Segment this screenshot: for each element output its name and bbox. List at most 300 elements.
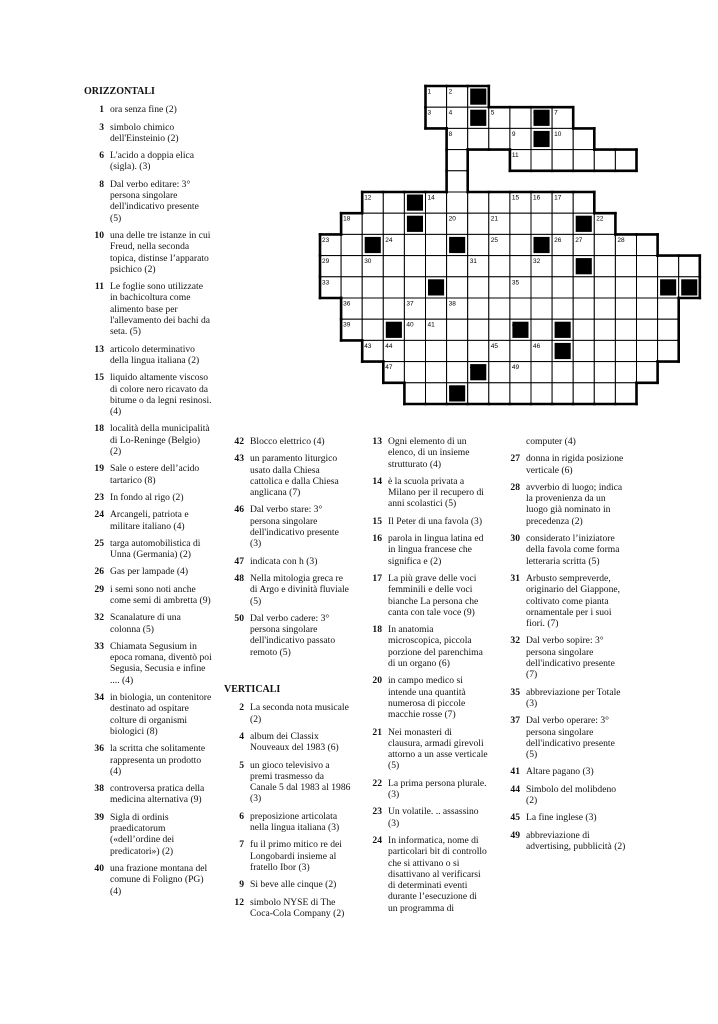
clue-item (500, 436, 626, 447)
clue-text: computer (4) (526, 436, 576, 447)
black-square (534, 237, 550, 253)
cell-number: 41 (427, 321, 435, 329)
cell-number: 21 (490, 215, 499, 223)
cell-number: 45 (490, 342, 499, 350)
grid-cell[interactable] (552, 150, 573, 171)
black-square (386, 322, 402, 338)
clue-item (84, 122, 212, 145)
grid-cell[interactable] (426, 383, 447, 404)
clue-item (500, 482, 626, 527)
grid-cell[interactable] (447, 192, 468, 213)
clue-item (500, 784, 626, 807)
clue-number: 29 (94, 583, 104, 595)
grid-cell[interactable] (447, 171, 468, 192)
grid-cell[interactable] (637, 277, 658, 298)
grid-cell[interactable] (615, 150, 636, 171)
clue-number: 42 (234, 436, 244, 447)
clue-item (84, 423, 212, 457)
clue-text: Ogni elemento di un elenco, di un insieme strutturato (4) (388, 436, 470, 470)
clue-number: 32 (94, 612, 104, 624)
clue-number: 5 (239, 759, 244, 771)
grid-cell[interactable] (489, 362, 510, 383)
grid-cell[interactable] (468, 319, 489, 340)
grid-cell[interactable] (658, 298, 679, 319)
grid-cell[interactable] (573, 128, 594, 149)
cell-number: 8 (448, 130, 453, 138)
clue-text: fu il primo mitico re dei Longobardi insieme al fratello Ibor (3) (250, 839, 342, 873)
clue-text: L'acido a doppia elica (sigla). (3) (110, 150, 195, 173)
grid-cell[interactable] (573, 362, 594, 383)
clue-number: 3 (99, 121, 104, 133)
clue-text: Dal verbo stare: 3° persona singolare dell'indicativo presente (3) (250, 504, 339, 550)
clue-text: è la scuola privata a Milano per il recupero di anni scolastici (5) (388, 475, 484, 510)
grid-cell[interactable] (552, 362, 573, 383)
grid-cell[interactable] (404, 340, 425, 361)
grid-cell[interactable] (447, 150, 468, 171)
down-clue-list-4 (500, 436, 626, 852)
across-clue-list-2 (224, 436, 352, 658)
grid-cell[interactable] (341, 277, 362, 298)
clue-text: Dal verbo cadere: 3° persona singolare dell'indicativo passato remoto (5) (250, 612, 336, 658)
clue-item (362, 533, 488, 567)
clue-item (362, 835, 488, 914)
clue-text: articolo determinativo della lingua italiana (2) (110, 343, 200, 366)
black-square (534, 131, 550, 147)
grid-cell[interactable] (615, 362, 636, 383)
cell-number: 32 (533, 258, 541, 266)
clue-number: 18 (372, 624, 382, 636)
clue-number: 31 (510, 572, 520, 584)
clue-item (84, 641, 212, 686)
clue-number: 14 (372, 475, 382, 487)
clue-number: 37 (510, 715, 520, 727)
clue-item (224, 897, 352, 920)
clue-item (224, 573, 352, 607)
grid-cell[interactable] (510, 298, 531, 319)
clue-number: 13 (372, 436, 382, 447)
clue-number: 4 (239, 730, 244, 742)
clue-text: Dal verbo sopire: 3° persona singolare dell'indicativo presente (7) (526, 635, 615, 681)
black-square (576, 258, 592, 274)
cell-number: 11 (511, 152, 519, 160)
clue-text: Sale o estere dell’acido tartarico (8) (110, 463, 200, 486)
grid-cell[interactable] (531, 362, 552, 383)
cell-number: 17 (554, 194, 562, 202)
grid-cell[interactable] (404, 234, 425, 255)
grid-cell[interactable] (531, 277, 552, 298)
grid-cell[interactable] (658, 256, 679, 277)
clue-item (500, 573, 626, 629)
clue-text: liquido altamente viscoso di colore nero ricavato da bitume o da legni resinosi. (4) (110, 372, 212, 418)
clue-number: 39 (94, 811, 104, 823)
grid-cell[interactable] (447, 362, 468, 383)
clue-text: Arcangeli, patriota e militare italiano (4) (110, 509, 189, 532)
grid-cell[interactable] (426, 362, 447, 383)
grid-cell[interactable] (552, 383, 573, 404)
clue-number: 48 (234, 572, 244, 584)
cell-number: 2 (448, 88, 453, 96)
clue-number (500, 436, 526, 447)
cell-number: 7 (554, 109, 558, 117)
grid-cell[interactable] (383, 298, 404, 319)
cell-number: 26 (554, 236, 562, 244)
grid-cell[interactable] (573, 298, 594, 319)
grid-cell[interactable] (637, 298, 658, 319)
grid-cell[interactable] (383, 256, 404, 277)
cell-number: 33 (322, 279, 330, 287)
down-clue-list-2 (224, 702, 352, 919)
grid-cell[interactable] (510, 234, 531, 255)
grid-cell[interactable] (468, 383, 489, 404)
clue-number: 24 (372, 834, 382, 846)
grid-cell[interactable] (383, 192, 404, 213)
grid-cell[interactable] (510, 213, 531, 234)
clue-number: 23 (372, 806, 382, 818)
grid-cell[interactable] (426, 298, 447, 319)
grid-cell[interactable] (447, 256, 468, 277)
clue-number: 21 (372, 726, 382, 738)
grid-cell[interactable] (489, 277, 510, 298)
cell-number: 10 (554, 130, 562, 138)
clue-number: 46 (234, 504, 244, 516)
grid-cell[interactable] (447, 319, 468, 340)
cell-number: 12 (364, 194, 372, 202)
cell-number: 35 (511, 279, 520, 287)
grid-cell[interactable] (552, 277, 573, 298)
grid-cell[interactable] (594, 150, 615, 171)
grid-cell[interactable] (468, 213, 489, 234)
clue-item (362, 727, 488, 772)
clue-text: in biologia, un contenitore destinato ad ospitare colture di organismi biologici (8) (110, 692, 212, 737)
grid-cell[interactable] (594, 383, 615, 404)
grid-cell[interactable] (594, 319, 615, 340)
clue-number: 19 (94, 463, 104, 475)
clue-number: 8 (99, 178, 104, 190)
grid-cell[interactable] (531, 383, 552, 404)
black-square (470, 89, 486, 105)
grid-cell[interactable] (489, 128, 510, 149)
clue-text: un paramento liturgico usato dalla Chiesa cattolica e dalla Chiesa anglicana (7) (250, 453, 339, 499)
clue-item (362, 778, 488, 801)
cell-number: 50 (448, 385, 456, 393)
grid-cell[interactable] (594, 340, 615, 361)
clue-number: 24 (94, 509, 104, 521)
clue-item (362, 806, 488, 829)
grid-cell[interactable] (615, 298, 636, 319)
black-square (365, 237, 381, 253)
grid-cell[interactable] (637, 256, 658, 277)
clue-text: Le foglie sono utilizzate in bachicoltura come alimento base per l'allevamento dei bachi da seta. (5) (110, 281, 211, 338)
grid-cell[interactable] (615, 277, 636, 298)
cell-number: 42 (511, 321, 520, 329)
grid-cell[interactable] (679, 256, 700, 277)
clue-text: la scritta che solitamente rappresenta un prodotto (4) (110, 743, 206, 777)
clue-item (224, 436, 352, 447)
grid-cell[interactable] (404, 362, 425, 383)
clue-number: 33 (94, 640, 104, 652)
grid-cell[interactable] (573, 277, 594, 298)
clue-text: La più grave delle voci femminili e delle voci bianche La persona che canta con tale voce (9) (388, 572, 479, 618)
grid-cell[interactable] (489, 192, 510, 213)
clue-text: Nei monasteri di clausura, armadi girevoli attorno a un asse verticale (5) (388, 726, 488, 772)
grid-cell[interactable] (637, 340, 658, 361)
clue-number: 43 (234, 453, 244, 465)
grid-cell[interactable] (531, 213, 552, 234)
clue-number: 49 (510, 829, 520, 841)
grid-cell[interactable] (362, 319, 383, 340)
grid-cell[interactable] (341, 256, 362, 277)
clue-number: 28 (510, 481, 520, 493)
clue-item (500, 812, 626, 823)
grid-cell[interactable] (615, 383, 636, 404)
cell-number: 9 (511, 130, 516, 138)
clue-text: una delle tre istanze in cui Freud, nella seconda topica, distinse l’apparato psichico (2) (110, 229, 211, 275)
clue-item (84, 692, 212, 737)
clue-number: 15 (372, 515, 382, 527)
clue-number: 50 (234, 612, 244, 624)
cell-number: 43 (364, 342, 372, 350)
clue-text: Simbolo del molibdeno (2) (526, 783, 617, 807)
clue-item (84, 863, 212, 897)
grid-cell[interactable] (531, 150, 552, 171)
clue-text: Sigla di ordinis praedicatorum («dell’ordine dei predicatori») (2) (110, 811, 175, 857)
clue-text: località della municipalità di Lo-Reninge (Belgio) (2) (110, 423, 210, 458)
grid-cell[interactable] (552, 298, 573, 319)
clue-item (224, 731, 352, 754)
clue-text: donna in rigida posizione verticale (6) (526, 453, 624, 476)
clue-number: 17 (372, 572, 382, 584)
grid-cell[interactable] (573, 383, 594, 404)
grid-cell[interactable] (637, 319, 658, 340)
cell-number: 40 (406, 321, 414, 329)
clue-item (84, 281, 212, 337)
clue-item (500, 830, 626, 853)
grid-cell[interactable] (404, 383, 425, 404)
clue-text: parola in lingua latina ed in lingua francese che significa e (2) (388, 533, 484, 567)
clue-number: 34 (94, 692, 104, 704)
grid-cell[interactable] (637, 362, 658, 383)
grid-cell[interactable] (404, 256, 425, 277)
clue-item (84, 584, 212, 607)
clue-item (362, 516, 488, 527)
grid-cell[interactable] (594, 277, 615, 298)
clue-text: La fine inglese (3) (526, 812, 597, 824)
clue-number: 11 (94, 281, 104, 293)
black-square (470, 110, 486, 126)
clue-number: 16 (372, 533, 382, 545)
clue-text: La prima persona plurale. (3) (388, 777, 487, 801)
down-clue-list-3 (362, 436, 488, 914)
grid-cell[interactable] (362, 213, 383, 234)
black-square (681, 279, 697, 295)
clue-number: 45 (510, 812, 520, 824)
across-heading: ORIZZONTALI (84, 86, 155, 97)
clue-number: 47 (234, 555, 244, 567)
clue-text: ora senza fine (2) (110, 104, 177, 116)
clue-text: abbreviazione per Totale (3) (526, 686, 621, 709)
cell-number: 31 (469, 258, 477, 266)
grid-cell[interactable] (573, 340, 594, 361)
clue-text: abbreviazione di advertising, pubblicità (2) (526, 829, 626, 852)
grid-cell[interactable] (426, 256, 447, 277)
clue-item (224, 760, 352, 805)
clue-text: un gioco televisivo a premi trasmesso da Canale 5 dal 1983 al 1986 (3) (250, 759, 351, 805)
grid-cell[interactable] (658, 340, 679, 361)
clue-text: In informatica, nome di particolari bit di controllo che si attivano o si disattivano al verificarsi di determinati eventi durante l’esecuzione di un programma di (388, 834, 487, 914)
grid-cell[interactable] (594, 256, 615, 277)
cell-number: 27 (575, 236, 583, 244)
grid-cell[interactable] (468, 234, 489, 255)
grid-cell[interactable] (404, 277, 425, 298)
grid-cell[interactable] (468, 277, 489, 298)
grid-cell[interactable] (510, 340, 531, 361)
clue-item (500, 687, 626, 710)
clue-number: 35 (510, 686, 520, 698)
grid-cell[interactable] (383, 213, 404, 234)
grid-cell[interactable] (426, 213, 447, 234)
cell-number: 18 (343, 215, 351, 223)
grid-cell[interactable] (615, 340, 636, 361)
clue-item (84, 150, 212, 173)
grid-cell[interactable] (658, 319, 679, 340)
grid-cell[interactable] (489, 319, 510, 340)
clue-item (224, 811, 352, 834)
grid-cell[interactable] (362, 298, 383, 319)
cell-number: 48 (469, 364, 477, 372)
clue-item (362, 476, 488, 510)
clue-text: Chiamata Segusium in epoca romana, diventò poi Segusia, Secusia e infine .... (4) (110, 640, 212, 686)
clue-text: Il Peter di una favola (3) (388, 515, 483, 527)
grid-cell[interactable] (573, 192, 594, 213)
grid-cell[interactable] (594, 298, 615, 319)
clue-text: Un volatile. .. assassino (3) (388, 806, 479, 829)
clue-item (84, 463, 212, 486)
clue-item (362, 624, 488, 669)
cell-number: 44 (385, 342, 393, 350)
grid-cell[interactable] (615, 256, 636, 277)
clue-item (224, 504, 352, 549)
clue-text: controversa pratica della medicina alternativa (9) (110, 783, 205, 806)
grid-cell[interactable] (615, 319, 636, 340)
grid-cell[interactable] (341, 234, 362, 255)
grid-cell[interactable] (510, 107, 531, 128)
clue-text: Gas per lampade (4) (110, 566, 189, 578)
clue-item (362, 675, 488, 720)
clue-item (362, 436, 488, 470)
grid-cell[interactable] (468, 340, 489, 361)
clue-number: 7 (239, 839, 244, 851)
clue-number: 23 (94, 491, 104, 503)
clue-text: Si beve alle cinque (2) (250, 879, 337, 891)
grid-cell[interactable] (552, 213, 573, 234)
clue-item (84, 566, 212, 577)
clue-item (84, 344, 212, 367)
grid-cell[interactable] (594, 362, 615, 383)
grid-cell[interactable] (489, 298, 510, 319)
cell-number: 5 (490, 109, 495, 117)
cell-number: 49 (511, 364, 520, 372)
clue-item (224, 702, 352, 725)
clue-item (84, 179, 212, 224)
grid-cell[interactable] (468, 192, 489, 213)
cell-number: 39 (343, 321, 351, 329)
cell-number: 29 (322, 258, 330, 266)
cell-number: 23 (322, 236, 330, 244)
cell-number: 37 (406, 300, 414, 308)
clue-number: 12 (234, 896, 244, 908)
clue-item (84, 230, 212, 275)
clue-number: 32 (510, 635, 520, 647)
grid-cell[interactable] (362, 277, 383, 298)
grid-cell[interactable] (426, 234, 447, 255)
down-heading: VERTICALI (224, 684, 281, 696)
clue-text: In anatomia microscopica, piccola porzione del parenchima di un organo (6) (388, 624, 483, 670)
grid-cell[interactable] (552, 256, 573, 277)
cell-number: 22 (596, 215, 604, 223)
grid-cell[interactable] (531, 298, 552, 319)
clue-text: In fondo al rigo (2) (110, 491, 184, 503)
cell-number: 4 (448, 109, 453, 117)
clue-number: 20 (372, 675, 382, 687)
cell-number: 47 (385, 364, 393, 372)
grid-cell[interactable] (637, 234, 658, 255)
cell-number: 25 (490, 236, 499, 244)
clue-item (84, 612, 212, 635)
clue-number: 6 (239, 810, 244, 822)
clue-item (224, 839, 352, 873)
grid-cell[interactable] (573, 150, 594, 171)
grid-cell[interactable] (489, 383, 510, 404)
clue-item (84, 492, 212, 503)
clue-number: 6 (99, 150, 104, 162)
cell-number: 16 (533, 194, 541, 202)
cell-number: 19 (406, 215, 414, 223)
clue-item (224, 453, 352, 498)
clue-text: in campo medico si intende una quantità numerosa di piccole macchie rosse (7) (388, 675, 466, 721)
clue-text: considerato l’iniziatore della favola come forma letteraria scritta (5) (526, 533, 620, 567)
cell-number: 6 (533, 109, 537, 117)
clue-number: 36 (94, 743, 104, 755)
grid-cell[interactable] (426, 340, 447, 361)
grid-cell[interactable] (573, 319, 594, 340)
grid-cell[interactable] (510, 383, 531, 404)
grid-cell[interactable] (510, 256, 531, 277)
cell-number: 28 (617, 236, 625, 244)
grid-cell[interactable] (531, 319, 552, 340)
grid-cell[interactable] (447, 340, 468, 361)
clue-text: La seconda nota musicale (2) (250, 702, 349, 725)
clue-text: Dal verbo editare: 3° persona singolare dell'indicativo presente (5) (110, 178, 199, 224)
clue-number: 41 (510, 766, 520, 778)
clue-number: 13 (94, 343, 104, 355)
grid-cell[interactable] (383, 277, 404, 298)
clue-text: Nella mitologia greca re di Argo e divinità fluviale (5) (250, 572, 349, 607)
across-column-1 (84, 86, 212, 903)
grid-cell[interactable] (489, 256, 510, 277)
down-column-3 (362, 436, 488, 920)
grid-cell[interactable] (468, 298, 489, 319)
cell-number: 15 (511, 194, 520, 202)
grid-cell[interactable] (468, 128, 489, 149)
clue-item (84, 743, 212, 777)
clue-number: 38 (94, 783, 104, 795)
clue-text: avverbio di luogo; indica la provenienza da un luogo già nominato in precedenza (2) (526, 481, 623, 527)
clue-text: simbolo chimico dell'Einsteinio (2) (110, 121, 179, 144)
clue-text: una frazione montana del comune di Foligno (PG) (4) (110, 862, 208, 897)
grid-cell[interactable] (447, 277, 468, 298)
clue-item (224, 556, 352, 567)
grid-cell[interactable] (594, 234, 615, 255)
